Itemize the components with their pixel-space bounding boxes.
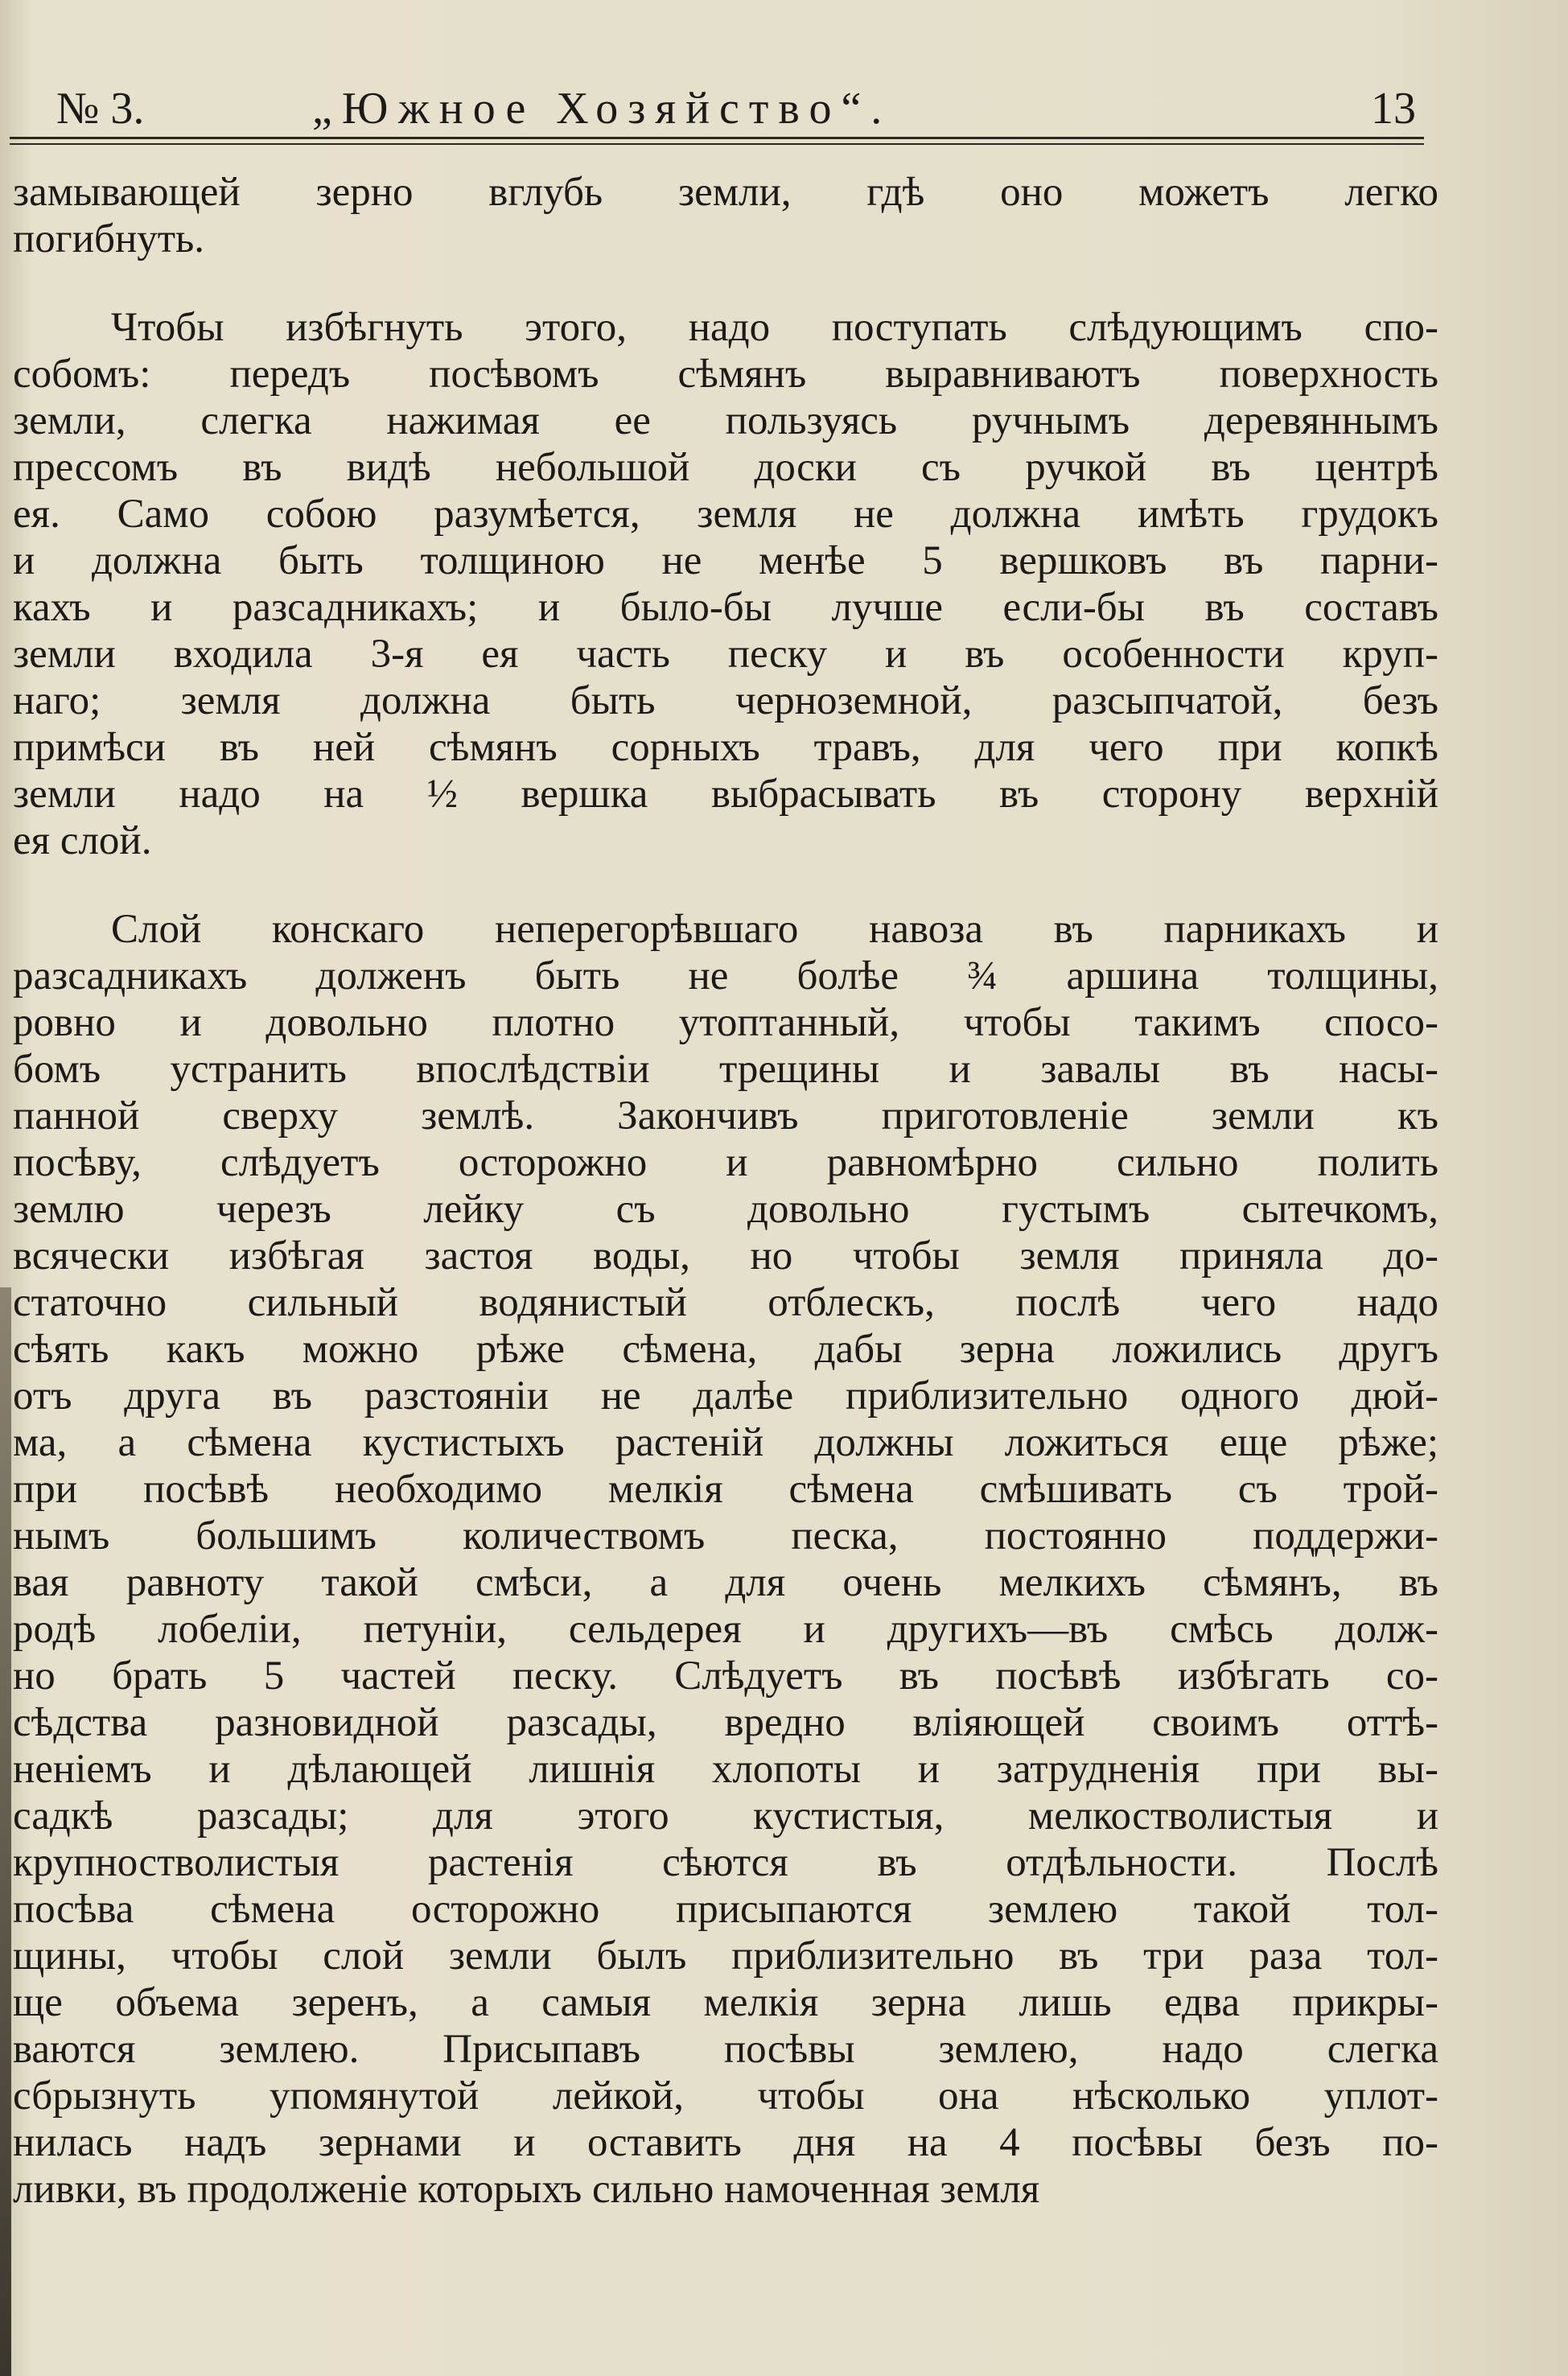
text-line: статочно сильный водянистый отблескъ, послѣ чего надо (13, 1280, 1438, 1325)
text-line: панной сверху землѣ. Закончивъ приготовленiе земли къ (13, 1093, 1438, 1139)
text-line: Чтобы избѣгнуть этого, надо поступать слѣдующимъ спо- (111, 305, 1438, 350)
text-line: земли входила 3-я ея часть песку и въ особенности круп- (13, 632, 1438, 677)
text-line: посѣву, слѣдуетъ осторожно и равномѣрно сильно полить (13, 1140, 1438, 1185)
text-line: погибнуть. (13, 216, 205, 261)
page-number: 13 (1371, 84, 1416, 134)
text-line: родѣ лобелiи, петунiи, сельдерея и другихъ—въ смѣсь долж- (13, 1607, 1438, 1652)
text-line: посѣва сѣмена осторожно присыпаются землею такой тол- (13, 1887, 1438, 1932)
text-line: разсадникахъ долженъ быть не болѣе ¾ аршина толщины, (13, 953, 1438, 999)
text-line: ненiемъ и дѣлающей лишнiя хлопоты и затрудненiя при вы- (13, 1747, 1438, 1792)
text-line: садкѣ разсады; для этого кустистыя, мелкостволистыя и (13, 1793, 1438, 1839)
text-line: всячески избѣгая застоя воды, но чтобы земля приняла до- (13, 1233, 1438, 1279)
text-line: ровно и довольно плотно утоптанный, чтобы такимъ спосо- (13, 1000, 1438, 1045)
text-line: нымъ большимъ количествомъ песка, постоянно поддержи- (13, 1513, 1438, 1559)
text-line: собомъ: передъ посѣвомъ сѣмянъ выравниваютъ поверхность (13, 352, 1438, 397)
text-line: земли, слегка нажимая ее пользуясь ручнымъ деревяннымъ (13, 398, 1438, 443)
text-line: вая равноту такой смѣси, а для очень мелкихъ сѣмянъ, въ (13, 1560, 1438, 1605)
text-line: ея. Само собою разумѣется, земля не должна имѣть грудокъ (13, 492, 1438, 537)
text-line: замывающей зерно вглубь земли, гдѣ оно можетъ легко (13, 170, 1438, 215)
header-rule-top (10, 137, 1424, 139)
text-line: бомъ устранить впослѣдствiи трещины и завалы въ насы- (13, 1047, 1438, 1092)
text-line: при посѣвѣ необходимо мелкiя сѣмена смѣшивать съ трой- (13, 1467, 1438, 1512)
paragraph-gap (13, 864, 1438, 906)
text-line: Слой конскаго неперегорѣвшаго навоза въ парникахъ и (111, 907, 1438, 952)
journal-title: „Южное Хозяйство“. (312, 84, 892, 134)
paragraph (13, 906, 1438, 2213)
header-rule-bottom (10, 143, 1424, 145)
paragraph (13, 169, 1438, 262)
text-line: сѣять какъ можно рѣже сѣмена, дабы зерна ложились другъ (13, 1327, 1438, 1372)
text-line: ливки, въ продолженiе которыхъ сильно намоченная земля (13, 2167, 1040, 2212)
text-line: ще объема зеренъ, а самыя мелкiя зерна лишь едва прикры- (13, 1980, 1438, 2025)
text-line: крупностволистыя растенiя сѣются въ отдѣльности. Послѣ (13, 1840, 1438, 1885)
paragraph (13, 304, 1438, 864)
text-line: сбрызнуть упомянутой лейкой, чтобы она нѣсколько уплот- (13, 2073, 1438, 2119)
text-line: земли надо на ½ вершка выбрасывать въ сторону верхнiй (13, 772, 1438, 817)
text-line: но брать 5 частей песку. Слѣдуетъ въ посѣвѣ избѣгать со- (13, 1653, 1438, 1699)
text-line: ма, а сѣмена кустистыхъ растенiй должны ложиться еще рѣже; (13, 1420, 1438, 1465)
text-line: щины, чтобы слой земли былъ приблизительно въ три раза тол- (13, 1933, 1438, 1979)
text-line: примѣси въ ней сѣмянъ сорныхъ травъ, для чего при копкѣ (13, 725, 1438, 770)
text-line: землю черезъ лейку съ довольно густымъ сытечкомъ, (13, 1187, 1438, 1232)
text-line: сѣдства разновидной разсады, вредно влiяющей своимъ оттѣ- (13, 1700, 1438, 1745)
issue-number: № 3. (56, 84, 145, 134)
article-body (13, 169, 1438, 2213)
running-header (56, 80, 1416, 137)
text-line: кахъ и разсадникахъ; и было-бы лучше если-бы въ составъ (13, 585, 1438, 630)
text-line: наго; земля должна быть черноземной, разсыпчатой, безъ (13, 678, 1438, 723)
text-line: нилась надъ зернами и оставить дня на 4 посѣвы безъ по- (13, 2120, 1438, 2165)
text-line: ваются землею. Присыпавъ посѣвы землею, надо слегка (13, 2027, 1438, 2072)
text-line: прессомъ въ видѣ небольшой доски съ ручкой въ центрѣ (13, 445, 1438, 490)
text-line: и должна быть толщиною не менѣе 5 вершковъ въ парни- (13, 538, 1438, 583)
text-line: ея слой. (13, 818, 152, 863)
binding-edge (0, 1287, 11, 2376)
paragraph-gap (13, 262, 1438, 304)
text-line: отъ друга въ разстоянiи не далѣе приблизительно одного дюй- (13, 1373, 1438, 1419)
